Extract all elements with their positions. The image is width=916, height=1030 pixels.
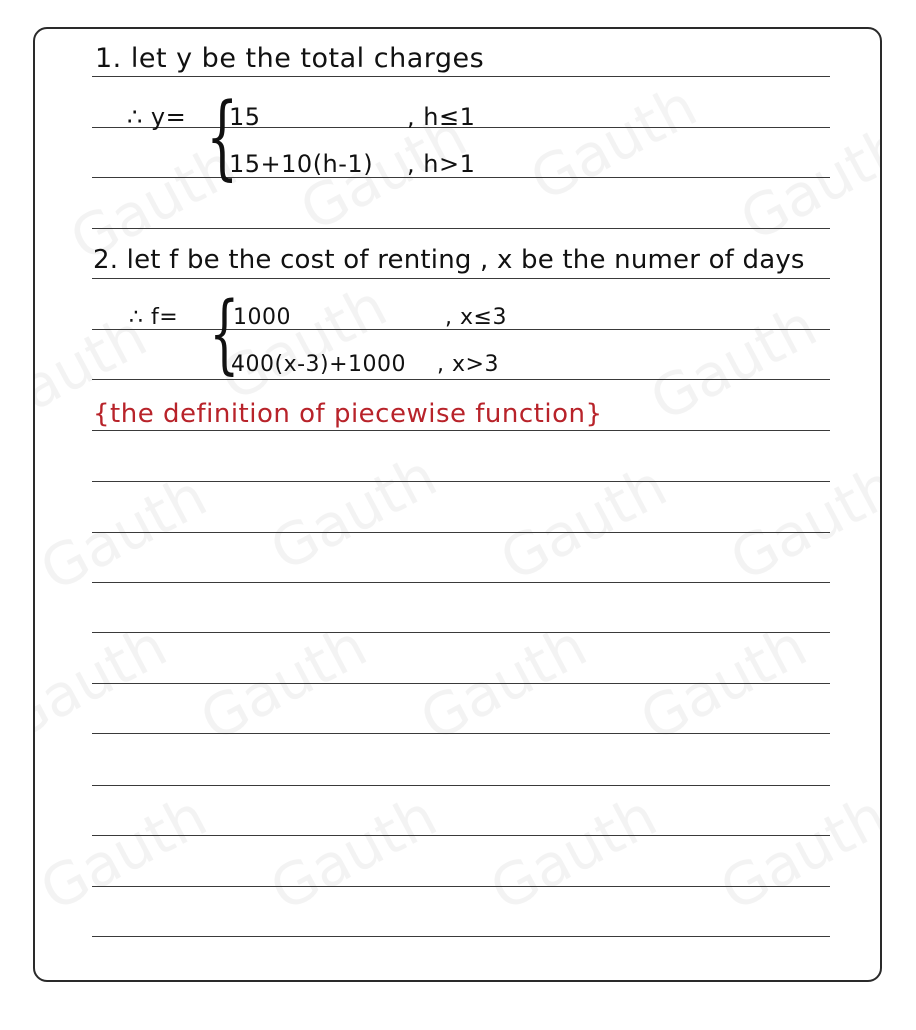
q1-case1-condition: , h≤1 [407, 103, 476, 131]
q1-left-brace: { [206, 83, 239, 190]
watermark [33, 461, 217, 604]
ruled-line [92, 532, 830, 533]
q1-case2-expr: 15+10(h-1) [229, 150, 374, 178]
q2-case1-condition: , x≤3 [445, 305, 507, 330]
ruled-line [92, 228, 830, 229]
q2-case2-condition: , x>3 [437, 352, 499, 377]
ruled-line [92, 481, 830, 482]
ruled-line [92, 76, 830, 77]
q1-case1-expr: 15 [229, 103, 261, 131]
watermark [639, 291, 827, 434]
q1-case2-condition: , h>1 [407, 150, 476, 178]
watermark [479, 781, 667, 924]
ruled-line [92, 632, 830, 633]
ruled-line [92, 785, 830, 786]
q2-case2-expr: 400(x-3)+1000 [231, 352, 407, 377]
q2-case1-expr: 1000 [233, 305, 291, 330]
ruled-line [92, 733, 830, 734]
watermark [489, 451, 677, 594]
watermark [259, 781, 447, 924]
notebook-page [33, 27, 882, 982]
ruled-line [92, 835, 830, 836]
ruled-line [92, 278, 830, 279]
ruled-line [92, 886, 830, 887]
ruled-line [92, 683, 830, 684]
watermark [719, 451, 882, 594]
watermark [709, 781, 882, 924]
ruled-line [92, 430, 830, 431]
watermark [33, 781, 217, 924]
watermark [729, 111, 882, 254]
q2-intro: 2. let f be the cost of renting , x be the numer of days [93, 245, 805, 275]
q1-lhs: ∴ y= [127, 103, 187, 131]
q1-intro: 1. let y be the total charges [95, 43, 485, 74]
watermark [519, 71, 707, 214]
ruled-line [92, 936, 830, 937]
ruled-line [92, 379, 830, 380]
watermark [259, 441, 447, 584]
ruled-line [92, 582, 830, 583]
note-piecewise-definition: {the definition of piecewise function} [93, 399, 603, 429]
q2-left-brace: { [209, 284, 240, 384]
q2-lhs: ∴ f= [129, 305, 179, 330]
